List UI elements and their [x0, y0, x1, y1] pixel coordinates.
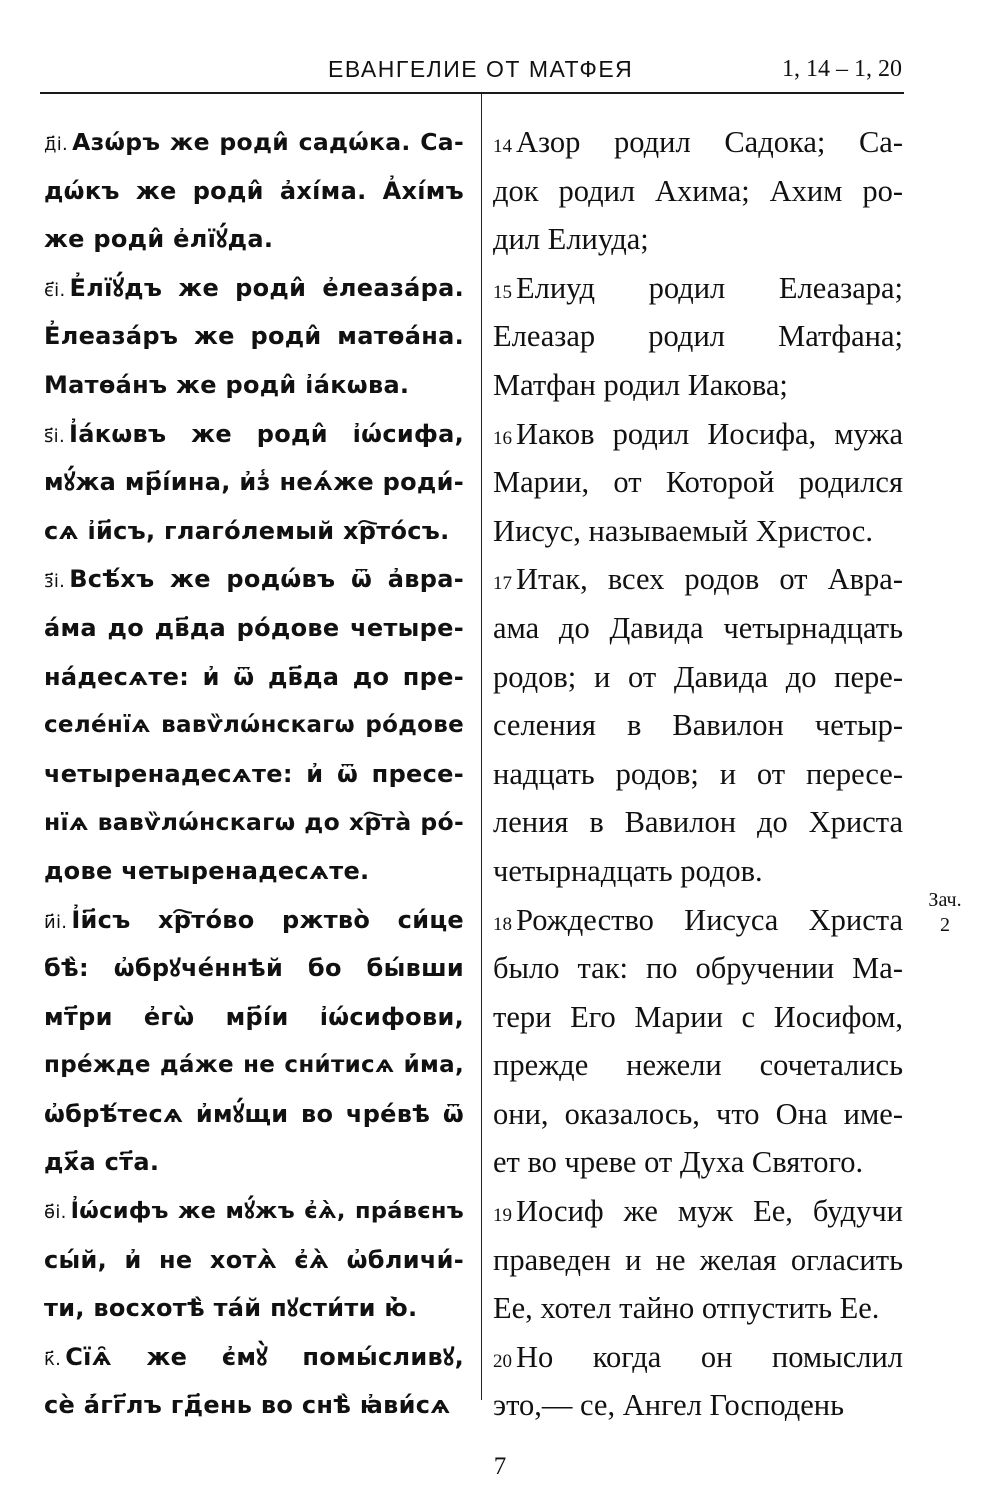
verse-text: док родил Ахима; Ахим ро- [493, 173, 903, 208]
russian-line [493, 993, 903, 1042]
slavonic-line [44, 361, 464, 410]
verse-number: 16 [493, 427, 512, 449]
russian-line [493, 1333, 903, 1382]
verse-number: 18 [493, 913, 512, 935]
verse-text: четыренадесѧте: и҆ ѿ пресе- [44, 759, 464, 788]
verse-text: ѡ҆брѣ́тесѧ и҆мꙋ́щи во чре́вѣ ѿ [44, 1099, 464, 1128]
verse-text: Иисус, называемый Христос. [493, 513, 873, 548]
verse-text: на́десѧте: и҆ ѿ дв҃да до пре- [44, 662, 464, 691]
verse-number: ѕ҃і. [44, 425, 66, 447]
verse-text: они, оказалось, что Она име- [493, 1096, 903, 1131]
verse-text: тери Его Марии с Иосифом, [493, 999, 903, 1034]
slavonic-line [44, 798, 464, 847]
russian-line [493, 118, 903, 167]
verse-text: ления в Вавилон до Христа [493, 805, 903, 840]
verse-text: Матфан родил Иакова; [493, 367, 788, 402]
lectionary-note [920, 888, 970, 938]
lectionary-note-number: 2 [940, 914, 950, 936]
verse-text: пре́жде да́же не сни́тисѧ и҆́ма, [44, 1052, 464, 1079]
verse-number: ѳ҃і. [44, 1202, 67, 1224]
russian-line [493, 653, 903, 702]
verse-text: Ее, хотел тайно отпустить Ее. [493, 1291, 880, 1326]
verse-number: 20 [493, 1350, 512, 1372]
verse-number: 15 [493, 281, 512, 303]
russian-line [493, 555, 903, 604]
page-number: 7 [493, 1453, 507, 1480]
verse-text: а́ма до дв҃да ро́дове четыре- [44, 613, 464, 642]
verse-text: мꙋ́жа мр҃і́ина, и҆з̾ неѧ́же роди́- [44, 468, 464, 497]
column-divider [481, 94, 482, 1400]
verse-text: сѐ а҆́гг҃лъ гд҃ень во снѣ̀ ꙗ҆ви́сѧ [44, 1391, 451, 1420]
verse-number: 17 [493, 573, 512, 595]
verse-text: Матѳа́нъ же роди̂ і҆а́кѡва. [44, 370, 410, 399]
slavonic-line [44, 1090, 464, 1139]
verse-number: д҃і. [44, 134, 69, 155]
header-rule [40, 92, 904, 94]
verse-text: дх҃а ст҃а. [44, 1148, 160, 1177]
slavonic-line [44, 750, 464, 799]
russian-line [493, 1236, 903, 1285]
verse-text: Но когда он помыслил [516, 1339, 903, 1374]
russian-line [493, 458, 903, 507]
russian-line [493, 1381, 903, 1430]
slavonic-line [44, 167, 464, 216]
header-title: ЕВАНГЕЛИЕ ОТ МАТФЕЯ [328, 56, 634, 82]
russian-line [493, 215, 903, 264]
verse-text: надцать родов; и от пересе- [493, 756, 903, 791]
verse-text: Всѣ́хъ же родѡ́въ ѿ а҆вра- [69, 565, 464, 594]
verse-text: ама до Давида четырнадцать [493, 610, 903, 645]
slavonic-line [44, 458, 464, 507]
russian-line [493, 507, 903, 556]
slavonic-line [44, 555, 464, 604]
verse-text: Елеазар родил Матфана; [493, 319, 903, 354]
russian-line [493, 1284, 903, 1333]
slavonic-line [44, 653, 464, 702]
slavonic-line [44, 944, 464, 993]
russian-line [493, 701, 903, 750]
slavonic-line [44, 410, 464, 459]
russian-line [493, 1041, 903, 1090]
lectionary-note-label: Зач. [928, 889, 962, 911]
russian-line [493, 410, 903, 459]
slavonic-line [44, 507, 464, 556]
verse-number: к҃. [44, 1348, 62, 1370]
verse-text: І҆ѡ́сифъ же мꙋ́жъ є҆ѧ̀, пра́вєнъ [70, 1198, 464, 1225]
verse-text: І҆а́кѡвъ же роди̂ і҆ѡ́сифа, [69, 419, 464, 448]
verse-text: Марии, от Которой родился [493, 465, 903, 500]
verse-text: дил Елиуда; [493, 222, 649, 257]
verse-text: Иаков родил Иосифа, мужа [516, 416, 903, 451]
slavonic-line [44, 604, 464, 653]
russian-line [493, 264, 903, 313]
russian-line [493, 604, 903, 653]
verse-text: дове четыренадесѧте. [44, 856, 370, 885]
verse-number: и҃і. [44, 911, 68, 933]
verse-text: же роди̂ е҆лїꙋ́да. [44, 225, 274, 254]
russian-line [493, 944, 903, 993]
verse-number: є҃і. [44, 279, 66, 301]
slavonic-line [44, 1138, 464, 1187]
verse-text: сѧ і҆и҃съ, глаго́лемый хр҇то́съ. [44, 516, 450, 545]
russian-line [493, 896, 903, 945]
verse-text: дѡ́къ же роди̂ а҆хі́ма. А҆хі́мъ [44, 176, 464, 205]
slavonic-line [44, 1236, 464, 1285]
verse-text: селения в Вавилон четыр- [493, 708, 903, 743]
russian-line [493, 312, 903, 361]
verse-text: это,— се, Ангел Господень [493, 1388, 845, 1423]
verse-text: І҆и҃съ хр҇то́во ржтво̀ си́це [71, 905, 464, 934]
verse-text: Рождество Иисуса Христа [516, 902, 903, 937]
slavonic-line [44, 215, 464, 264]
verse-text: нїѧ вавѷлѡ́нскагѡ до хр҇та̀ ро́- [44, 808, 464, 837]
russian-line [493, 361, 903, 410]
slavonic-line [44, 896, 464, 945]
verse-number: з҃і. [44, 571, 66, 593]
verse-text: Е҆леаза́ръ же роди̂ матѳа́на. [44, 322, 464, 351]
verse-text: мт҃ри е҆гѡ̀ мр҃і́и і҆ѡ́сифови, [44, 1002, 464, 1031]
slavonic-line [44, 993, 464, 1042]
verse-text: Азор родил Садока; Са- [516, 125, 903, 159]
verse-text: сы́й, и҆ не хотѧ̀ є҆ѧ̀ ѡ҆бличи́- [44, 1245, 464, 1274]
slavonic-line [44, 1041, 464, 1090]
russian-line [493, 167, 903, 216]
slavonic-line [44, 1284, 464, 1333]
chapter-verse-range: 1, 14 – 1, 20 [782, 56, 902, 82]
slavonic-line [44, 1187, 464, 1236]
verse-text: Азѡ́ръ же роди̂ садѡ́ка. Са- [72, 128, 464, 156]
verse-text: бѣ̀: ѡ҆брꙋче́ннѣй бо бы́вши [44, 954, 464, 983]
russian-line [493, 798, 903, 847]
verse-text: родов; и от Давида до пере- [493, 659, 903, 694]
russian-line [493, 847, 903, 896]
russian-line [493, 750, 903, 799]
running-header [40, 52, 902, 92]
church-slavonic-column [44, 118, 464, 1430]
verse-text: четырнадцать родов. [493, 853, 763, 888]
verse-text: прежде нежели сочетались [493, 1048, 903, 1083]
verse-text: ти, восхотѣ̀ та́й пꙋсти́ти ю҆̀. [44, 1294, 418, 1323]
verse-number: 19 [493, 1205, 512, 1227]
russian-translation-column [493, 118, 903, 1430]
verse-text: Сїѧ̑ же є҆мꙋ̀ помы́сливꙋ, [65, 1342, 464, 1371]
slavonic-line [44, 847, 464, 896]
verse-text: было так: по обручении Ма- [493, 951, 903, 986]
russian-line [493, 1187, 903, 1236]
slavonic-line [44, 1381, 464, 1430]
slavonic-line [44, 701, 464, 750]
slavonic-line [44, 1333, 464, 1382]
slavonic-line [44, 118, 464, 167]
verse-text: ет во чреве от Духа Святого. [493, 1145, 864, 1180]
verse-text: праведен и не желая огласить [493, 1242, 903, 1277]
russian-line [493, 1090, 903, 1139]
verse-text: селе́нїѧ вавѷлѡ́нскагѡ ро́дове [44, 712, 464, 739]
verse-number: 14 [493, 136, 512, 157]
russian-line [493, 1138, 903, 1187]
slavonic-line [44, 312, 464, 361]
slavonic-line [44, 264, 464, 313]
verse-text: Итак, всех родов от Авра- [516, 562, 903, 597]
verse-text: Елиуд родил Елеазара; [516, 270, 903, 305]
verse-text: Иосиф же муж Ее, будучи [516, 1194, 903, 1229]
verse-text: Е҆лїꙋ́дъ же роди̂ е҆леаза́ра. [69, 273, 464, 302]
